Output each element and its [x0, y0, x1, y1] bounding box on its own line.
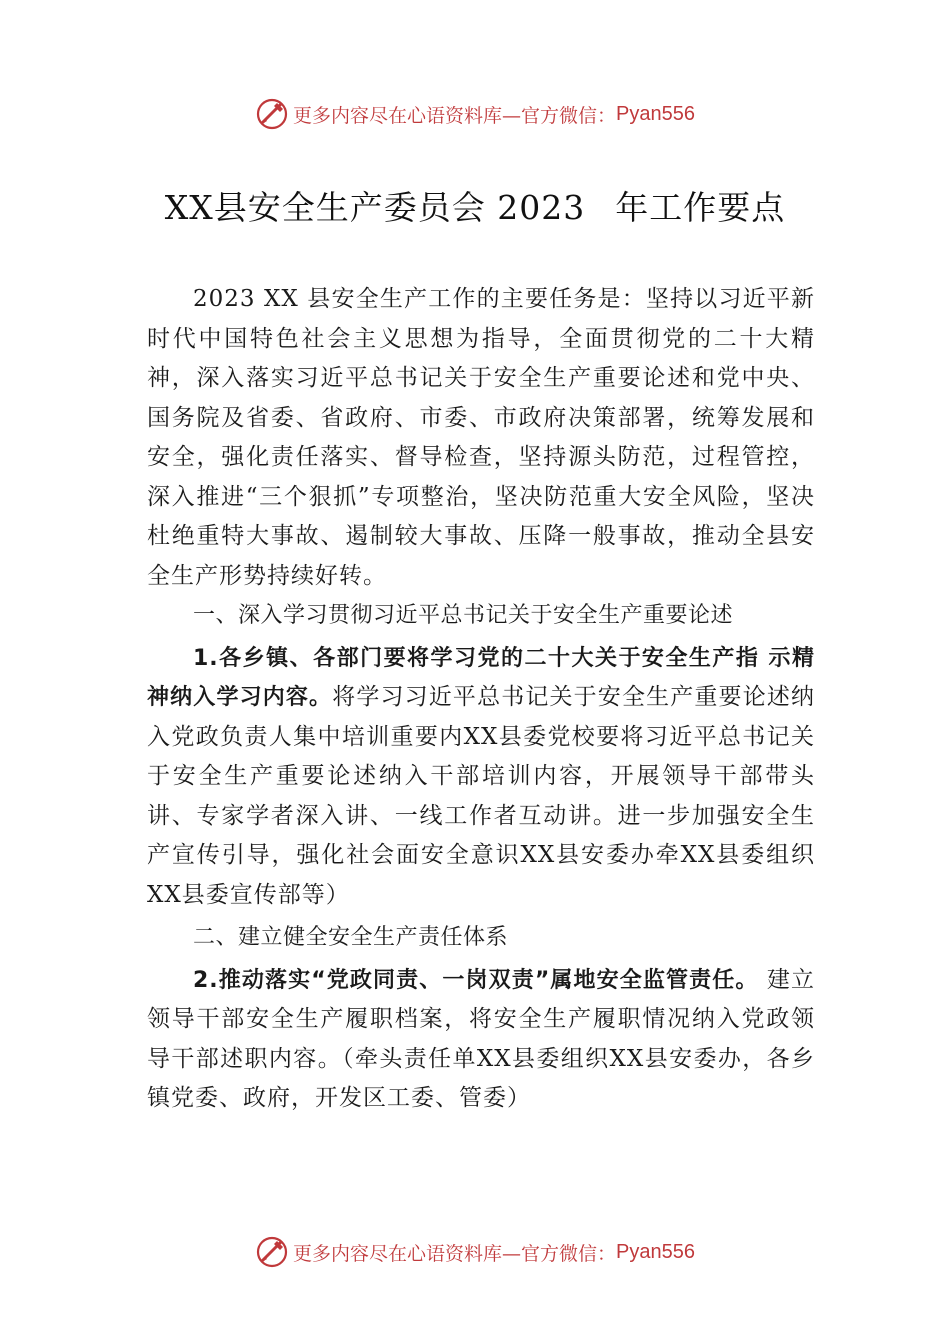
- watermark-banner-bottom: [0, 1232, 950, 1272]
- pen-logo-icon: [255, 1235, 289, 1269]
- item1-paragraph: [147, 639, 815, 916]
- item2-bold-lead: 2.推动落实“党政同责、一岗双责”属地安全监管责任。: [193, 967, 759, 993]
- item1-text: 将学习习近平总书记关于安全生产重要论述纳入党政负责人集中培训重要内XX县委党校要将习近平总书记关于安全生产重要论述纳入干部培训内容，开展领导干部带头讲、专家学者深入讲、一线工作者互动讲。进一步加强安全生产宣传引导，强化社会面安全意识XX县安委办牵XX县委组织XX县委宣传部等）: [147, 684, 815, 908]
- watermark-text: 更多内容尽在心语资料库—官方微信：: [293, 104, 617, 127]
- document-title: [0, 182, 950, 229]
- document-body: [147, 280, 815, 1119]
- watermark-text: 更多内容尽在心语资料库—官方微信：: [293, 1242, 617, 1265]
- title-part1: XX县安全生产委员会 2023: [164, 188, 586, 227]
- item2-paragraph: [147, 961, 815, 1119]
- section1-heading: 一、深入学习贯彻习近平总书记关于安全生产重要论述: [193, 603, 734, 628]
- watermark-banner-top: [0, 94, 950, 134]
- intro-paragraph: 2023 XX 县安全生产工作的主要任务是：坚持以习近平新时代中国特色社会主义思想为指导，全面贯彻党的二十大精神，深入落实习近平总书记关于安全生产重要论述和党中央、国务院及省委、省政府、市委、市政府决策部署，统筹发展和安全，强化责任落实、督导检查，坚持源头防范，过程管控，深入推进“三个狠抓”专项整治，坚决防范重大安全风险，坚决杜绝重特大事故、遏制较大事故、压降一般事故，推动全县安全生产形势持续好转。: [147, 286, 815, 589]
- title-part2: 年工作要点: [615, 188, 786, 227]
- item1-bold-lead: 1.各乡镇、各部门要将学习党的二十大关于安全生产指 示精神纳入学习内容。: [147, 645, 815, 710]
- watermark-account: Pyan556: [616, 102, 695, 125]
- item2-text: 建立领导干部安全生产履职档案，将安全生产履职情况纳入党政领导干部述职内容。（牵头责任单XX县委组织XX县安委办，各乡镇党委、政府，开发区工委、管委）: [147, 966, 815, 1111]
- section2-heading: 二、建立健全安全生产责任体系: [193, 925, 509, 950]
- pen-logo-icon: [255, 97, 289, 131]
- watermark-account: Pyan556: [616, 1240, 695, 1263]
